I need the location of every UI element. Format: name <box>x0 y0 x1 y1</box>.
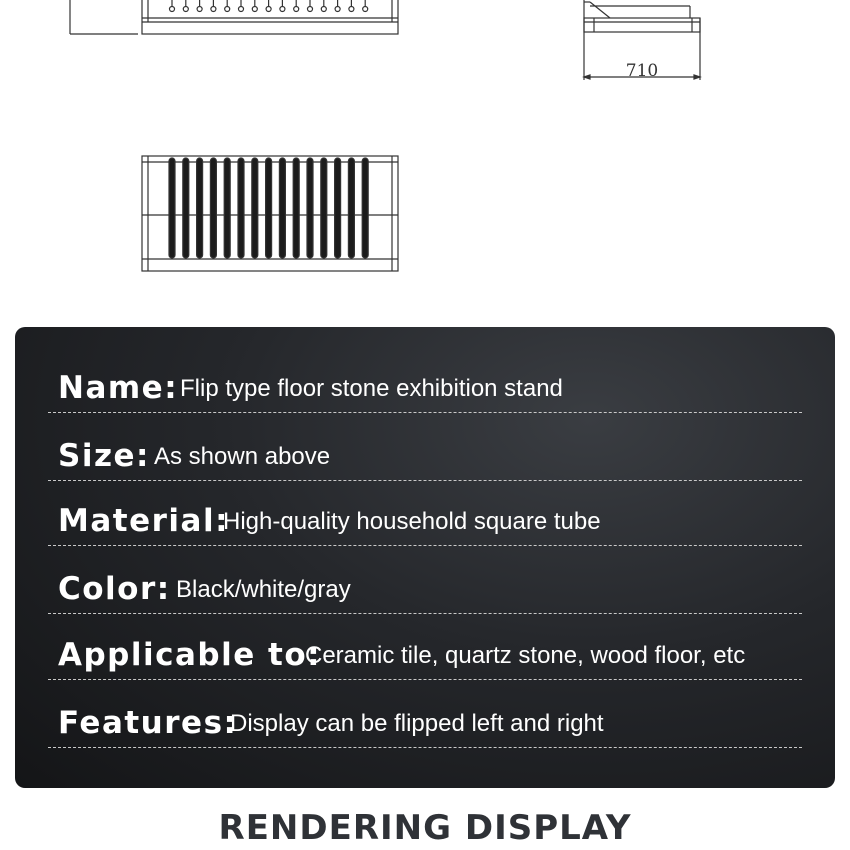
spec-value-material: High-quality household square tube <box>223 508 601 535</box>
spec-row-applicable <box>48 612 802 680</box>
peg-head <box>183 7 188 12</box>
spec-panel <box>15 327 835 788</box>
section-heading: RENDERING DISPLAY <box>218 808 632 848</box>
display-slat <box>238 158 244 258</box>
technical-drawing <box>0 0 850 300</box>
peg-head <box>252 7 257 12</box>
spec-label-features: Features: <box>58 705 238 741</box>
display-slat <box>348 158 354 258</box>
plan-view <box>142 156 398 271</box>
spec-label-name: Name: <box>58 370 179 406</box>
peg-head <box>266 7 271 12</box>
spec-label-size: Size: <box>58 438 150 474</box>
peg-head <box>170 7 175 12</box>
display-slat <box>279 158 285 258</box>
dimension-label: 710 <box>625 61 659 81</box>
spec-row-name <box>48 345 802 413</box>
spec-value-name: Flip type floor stone exhibition stand <box>180 375 563 402</box>
peg-head <box>321 7 326 12</box>
display-slat <box>293 158 299 258</box>
spec-label-color: Color: <box>58 571 171 607</box>
spec-label-material: Material: <box>58 503 229 539</box>
spec-value-color: Black/white/gray <box>176 576 351 603</box>
display-slat <box>266 158 272 258</box>
display-slat <box>321 158 327 258</box>
display-slat <box>335 158 341 258</box>
spec-row-material <box>48 478 802 546</box>
front-elevation-view <box>70 0 398 34</box>
peg-head <box>280 7 285 12</box>
peg-head <box>197 7 202 12</box>
display-slat <box>307 158 313 258</box>
peg-head <box>349 7 354 12</box>
peg-head <box>308 7 313 12</box>
spec-row-color <box>48 546 802 614</box>
spec-value-applicable: Ceramic tile, quartz stone, wood floor, etc <box>305 642 746 669</box>
display-slat <box>169 158 175 258</box>
display-slat <box>224 158 230 258</box>
peg-head <box>335 7 340 12</box>
peg-head <box>239 7 244 12</box>
peg-head <box>225 7 230 12</box>
spec-value-size: As shown above <box>154 443 331 470</box>
display-slat <box>252 158 258 258</box>
peg-head <box>211 7 216 12</box>
display-slat <box>197 158 203 258</box>
peg-head <box>294 7 299 12</box>
display-slat <box>362 158 368 258</box>
display-slat <box>183 158 189 258</box>
spec-row-features <box>48 680 802 748</box>
spec-value-features: Display can be flipped left and right <box>230 710 604 737</box>
peg-head <box>363 7 368 12</box>
display-slat <box>210 158 216 258</box>
spec-row-size <box>48 413 802 481</box>
spec-label-applicable: Applicable to: <box>58 637 322 673</box>
